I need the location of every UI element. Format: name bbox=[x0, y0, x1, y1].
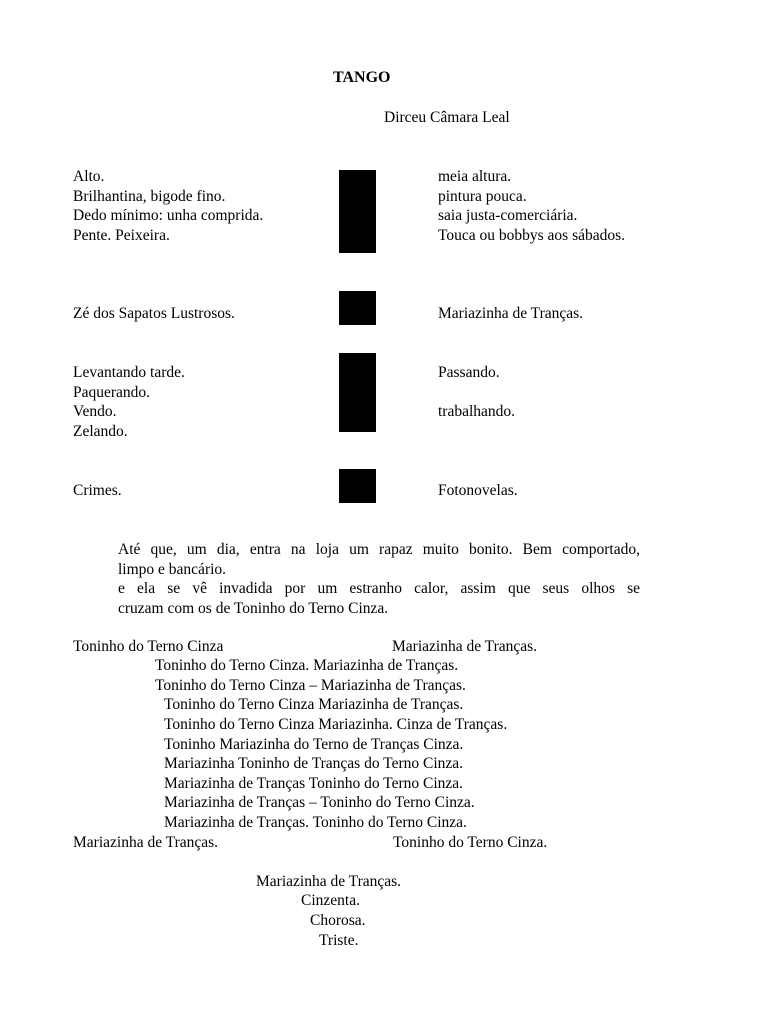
block4-left: Crimes. bbox=[73, 482, 122, 499]
block3-left-line: Vendo. bbox=[73, 403, 117, 420]
block3-left-line: Levantando tarde. bbox=[73, 364, 185, 381]
divider-bar bbox=[339, 353, 376, 432]
poem-title: TANGO bbox=[333, 69, 391, 86]
block3-left bbox=[73, 363, 185, 441]
ending-line: Mariazinha de Tranças. bbox=[256, 873, 402, 890]
author-name: Dirceu Câmara Leal bbox=[384, 109, 510, 126]
block3-right-line bbox=[438, 383, 515, 403]
narrative-paragraph bbox=[118, 540, 640, 618]
block1-left-line: Pente. Peixeira. bbox=[73, 226, 170, 244]
ending-line: Chorosa. bbox=[310, 912, 366, 929]
dance-line: Mariazinha de Tranças. Toninho do Terno Cinza. bbox=[164, 814, 467, 831]
block1-left-line: Brilhantina, bigode fino. bbox=[73, 187, 226, 205]
paragraph-line: cruzam com os de Toninho do Terno Cinza. bbox=[118, 599, 389, 617]
block1-right-line: Touca ou bobbys aos sábados. bbox=[438, 226, 626, 244]
dance-line: Toninho do Terno Cinza. Mariazinha de Tranças. bbox=[155, 657, 459, 674]
block3-right bbox=[438, 363, 515, 422]
block2-right: Mariazinha de Tranças. bbox=[438, 305, 584, 322]
dance-line: Toninho do Terno Cinza Mariazinha. Cinza de Tranças. bbox=[164, 716, 508, 733]
dance-line: Toninho do Terno Cinza – Mariazinha de Tranças. bbox=[155, 677, 466, 694]
paragraph-line: Até que, um dia, entra na loja um rapaz muito bonito. Bem comportado, bbox=[118, 541, 640, 558]
dance-line: Toninho Mariazinha do Terno de Tranças Cinza. bbox=[164, 736, 464, 753]
dance-first-left: Toninho do Terno Cinza bbox=[73, 638, 224, 655]
block1-right-line: saia justa-comerciária. bbox=[438, 207, 578, 224]
dance-first-right: Mariazinha de Tranças. bbox=[392, 638, 538, 655]
block1-right-line: meia altura. bbox=[438, 168, 512, 185]
block1-left bbox=[73, 167, 263, 245]
paragraph-line: limpo e bancário. bbox=[118, 560, 227, 578]
block3-right-line: Passando. bbox=[438, 364, 500, 381]
block3-left-line: Paquerando. bbox=[73, 383, 151, 401]
paragraph-line: e ela se vê invadida por um estranho calor, assim que seus olhos se bbox=[118, 580, 640, 597]
block3-right-line: trabalhando. bbox=[438, 403, 516, 420]
dance-line: Mariazinha de Tranças Toninho do Terno Cinza. bbox=[164, 775, 464, 792]
ending-line: Triste. bbox=[319, 932, 359, 949]
dance-line: Toninho do Terno Cinza Mariazinha de Tranças. bbox=[164, 696, 464, 713]
block1-left-line: Alto. bbox=[73, 168, 105, 185]
divider-bar bbox=[339, 170, 376, 253]
block1-left-line: Dedo mínimo: unha comprida. bbox=[73, 207, 264, 224]
dance-line: Mariazinha de Tranças – Toninho do Terno Cinza. bbox=[164, 794, 475, 811]
dance-line: Mariazinha Toninho de Tranças do Terno Cinza. bbox=[164, 755, 464, 772]
block2-left: Zé dos Sapatos Lustrosos. bbox=[73, 305, 235, 322]
dance-last-left: Mariazinha de Tranças. bbox=[73, 834, 219, 851]
block1-right bbox=[438, 167, 625, 245]
dance-last-right: Toninho do Terno Cinza. bbox=[393, 834, 548, 851]
ending-line: Cinzenta. bbox=[301, 892, 360, 909]
block4-right: Fotonovelas. bbox=[438, 482, 518, 499]
block3-left-line: Zelando. bbox=[73, 422, 128, 440]
divider-bar bbox=[339, 291, 376, 325]
block1-right-line: pintura pouca. bbox=[438, 187, 527, 205]
divider-bar bbox=[339, 469, 376, 503]
